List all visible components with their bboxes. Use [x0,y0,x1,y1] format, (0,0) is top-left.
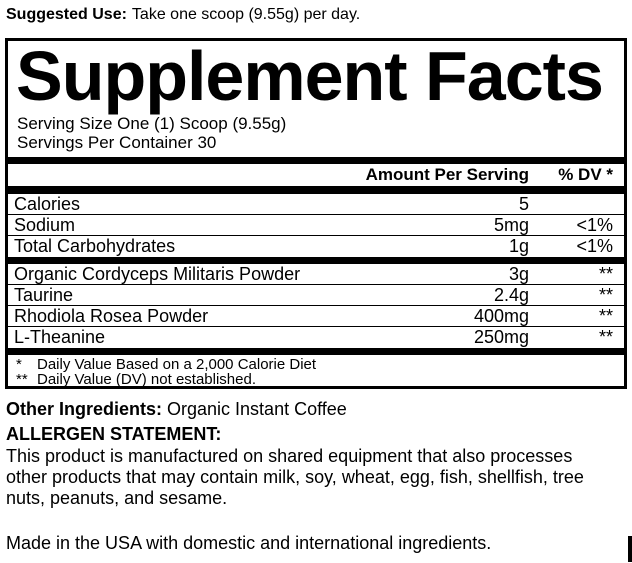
nutrient-amount: 5mg [493,214,529,235]
other-ingredients-text: Organic Instant Coffee [167,399,347,419]
ingredient-amount: 2.4g [493,284,529,305]
suggested-use [6,5,360,24]
ingredient-dv: ** [598,263,613,284]
nutrient-dv: <1% [576,214,613,235]
panel-title: Supplement Facts [16,38,603,115]
serving-size: Serving Size One (1) Scoop (9.55g) [17,114,287,133]
header-amount-per-serving: Amount Per Serving [365,165,529,184]
footnote-text: Daily Value (DV) not established. [37,371,256,388]
footnotes [8,355,624,387]
table-header-row [8,164,624,186]
divider-bar-top [8,157,624,164]
nutrient-amount: 5 [518,193,529,214]
scan-edge-artifact [628,536,632,562]
nutrient-dv: <1% [576,236,613,256]
table-row [8,285,624,306]
ingredient-dv: ** [598,305,613,326]
ingredient-dv: ** [598,327,613,347]
ingredient-dv: ** [598,284,613,305]
divider-bar-header [8,186,624,194]
table-row [8,215,624,236]
table-row [8,306,624,327]
allergen-statement-heading: ALLERGEN STATEMENT: [6,424,222,444]
ingredient-amount: 3g [508,263,529,284]
nutrient-name: Calories [14,193,81,214]
table-row [8,264,624,285]
servings-per-container: Servings Per Container 30 [17,133,217,152]
other-ingredients [6,399,347,420]
allergen-line: nuts, peanuts, and sesame. [6,488,228,508]
header-percent-dv: % DV * [558,165,613,184]
other-ingredients-label: Other Ingredients: [6,399,163,419]
allergen-line: This product is manufactured on shared equipment that also processes [6,446,573,466]
supplement-facts-panel [5,38,627,389]
table-row [8,194,624,215]
divider-bar-bottom [8,348,624,355]
table-row [8,236,624,257]
footnote-marker: * [16,356,22,373]
allergen-line: other products that may contain milk, soy, wheat, egg, fish, shellfish, tree [6,467,584,487]
footnote-dv-not-established [16,372,624,387]
footnote-marker: ** [16,371,28,388]
serving-info [17,114,624,152]
nutrient-amount: 1g [508,236,529,256]
suggested-use-label: Suggested Use: [6,6,127,23]
ingredient-name: Taurine [14,284,74,305]
nutrient-name: Sodium [14,214,76,235]
footnote-text: Daily Value Based on a 2,000 Calorie Diet [37,356,317,373]
ingredient-name: Organic Cordyceps Militaris Powder [14,263,301,284]
ingredient-name: Rhodiola Rosea Powder [14,305,209,326]
ingredient-amount: 400mg [473,305,529,326]
ingredient-amount: 250mg [473,327,529,347]
footnote-daily-value [16,357,624,372]
suggested-use-text: Take one scoop (9.55g) per day. [131,6,361,23]
made-in-usa-text: Made in the USA with domestic and international ingredients. [6,533,492,553]
nutrient-name: Total Carbohydrates [14,236,176,256]
table-row [8,327,624,348]
ingredient-name: L-Theanine [14,327,106,347]
allergen-statement-text [6,446,584,509]
